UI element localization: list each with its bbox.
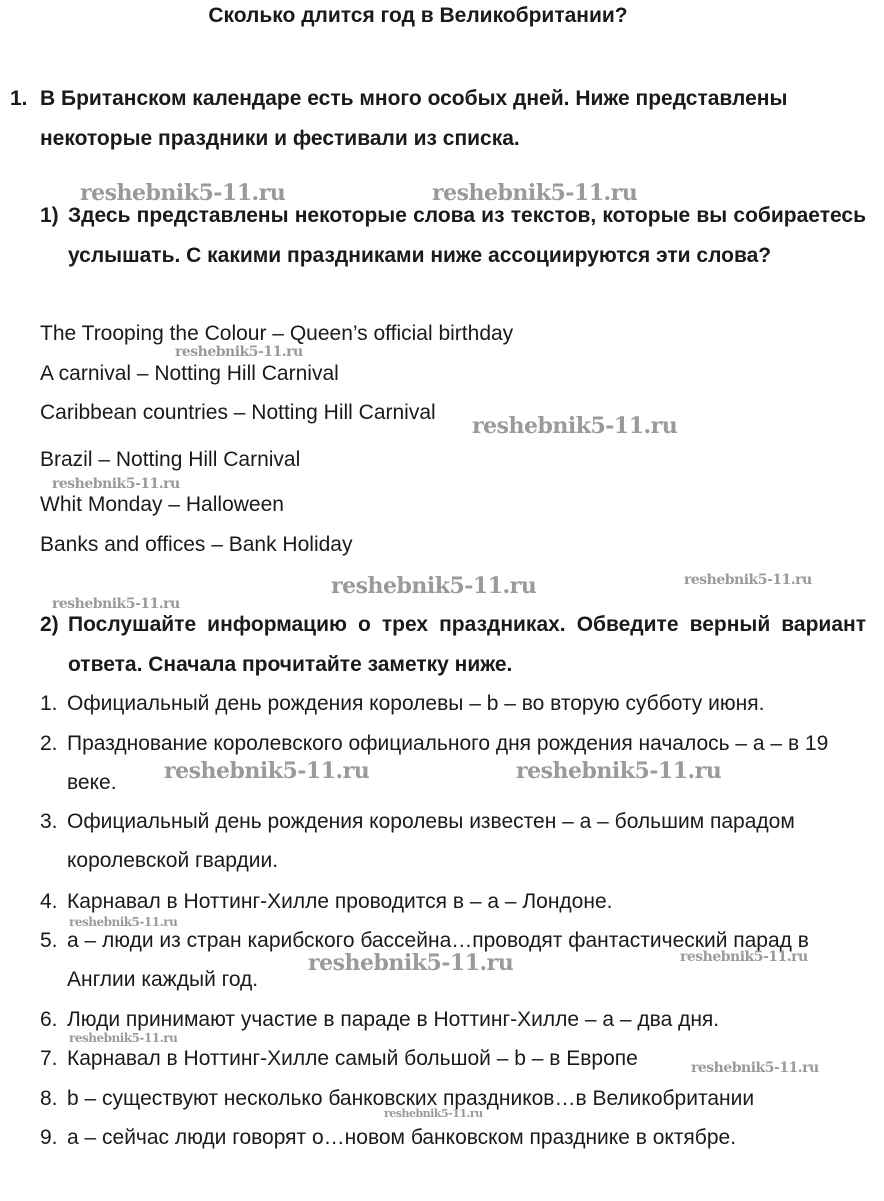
answer-number: 1. (40, 692, 58, 715)
watermark: reshebnik5-11.ru (52, 476, 180, 492)
page-title: Сколько длится год в Великобритании? (208, 4, 628, 27)
association-item: Banks and offices – Bank Holiday (40, 533, 353, 556)
watermark: reshebnik5-11.ru (384, 1107, 483, 1120)
watermark: reshebnik5-11.ru (175, 344, 303, 360)
watermark: reshebnik5-11.ru (331, 573, 537, 599)
task-1-number: 1. (10, 87, 28, 110)
association-item: Whit Monday – Halloween (40, 493, 284, 516)
watermark: reshebnik5-11.ru (69, 1031, 178, 1045)
answer-text: Люди принимают участие в параде в Ноттинг-Хилле – a – два дня. (67, 1008, 720, 1031)
answer-number: 5. (40, 929, 58, 952)
subtask-2-text: Послушайте информацию о трех праздниках. Обведите верный вариант ответа. Сначала прочитайте заметку ниже. (68, 613, 866, 676)
association-item: A carnival – Notting Hill Carnival (40, 362, 339, 385)
watermark: reshebnik5-11.ru (432, 180, 638, 206)
watermark: reshebnik5-11.ru (164, 758, 370, 784)
association-item: Caribbean countries – Notting Hill Carnival (40, 401, 436, 424)
answer-item (40, 684, 866, 723)
answer-text: a – сейчас люди говорят о…новом банковском празднике в октябре. (67, 1126, 737, 1149)
answer-text: Карнавал в Ноттинг-Хилле проводится в – a – Лондоне. (67, 890, 613, 913)
answer-text: Празднование королевского официального дня рождения началось – a – в 19 веке. (67, 732, 829, 794)
subtask-1-text: Здесь представлены некоторые слова из текстов, которые вы собираетесь услышать. С какими праздниками ниже ассоциируются эти слова? (68, 204, 866, 267)
subtask-1-number: 1) (40, 204, 59, 227)
task-1-text: В Британском календаре есть много особых дней. Ниже представлены некоторые праздники и фестивали из списка. (40, 87, 788, 150)
watermark: reshebnik5-11.ru (69, 915, 178, 929)
answer-number: 6. (40, 1008, 58, 1031)
answer-number: 9. (40, 1126, 58, 1149)
association-item: Brazil – Notting Hill Carnival (40, 448, 301, 471)
watermark: reshebnik5-11.ru (52, 596, 180, 612)
watermark: reshebnik5-11.ru (680, 949, 808, 965)
task-1 (10, 79, 866, 159)
watermark: reshebnik5-11.ru (472, 413, 678, 439)
answer-number: 3. (40, 810, 58, 833)
answer-item (40, 1118, 866, 1157)
answer-text: Карнавал в Ноттинг-Хилле самый большой – b – в Европе (67, 1047, 638, 1070)
watermark: reshebnik5-11.ru (80, 180, 286, 206)
watermark: reshebnik5-11.ru (684, 572, 812, 588)
answer-number: 7. (40, 1047, 58, 1070)
answer-number: 4. (40, 890, 58, 913)
watermark: reshebnik5-11.ru (516, 758, 722, 784)
answer-number: 8. (40, 1087, 58, 1110)
subtask-1 (40, 196, 866, 276)
answer-text: Официальный день рождения королевы – b – во вторую субботу июня. (67, 692, 765, 715)
answer-item (40, 802, 866, 880)
watermark: reshebnik5-11.ru (308, 950, 514, 976)
subtask-2 (40, 605, 866, 685)
association-item: The Trooping the Colour – Queen’s official birthday (40, 322, 514, 345)
subtask-2-number: 2) (40, 613, 59, 636)
answer-text: a – люди из стран карибского бассейна…проводят фантастический парад в Англии каждый год. (67, 929, 809, 991)
answer-number: 2. (40, 732, 58, 755)
watermark: reshebnik5-11.ru (691, 1060, 819, 1076)
answer-text: b – существуют несколько банковских праздников…в Великобритании (67, 1087, 755, 1110)
answer-text: Официальный день рождения королевы известен – a – большим парадом королевской гвардии. (67, 810, 795, 872)
